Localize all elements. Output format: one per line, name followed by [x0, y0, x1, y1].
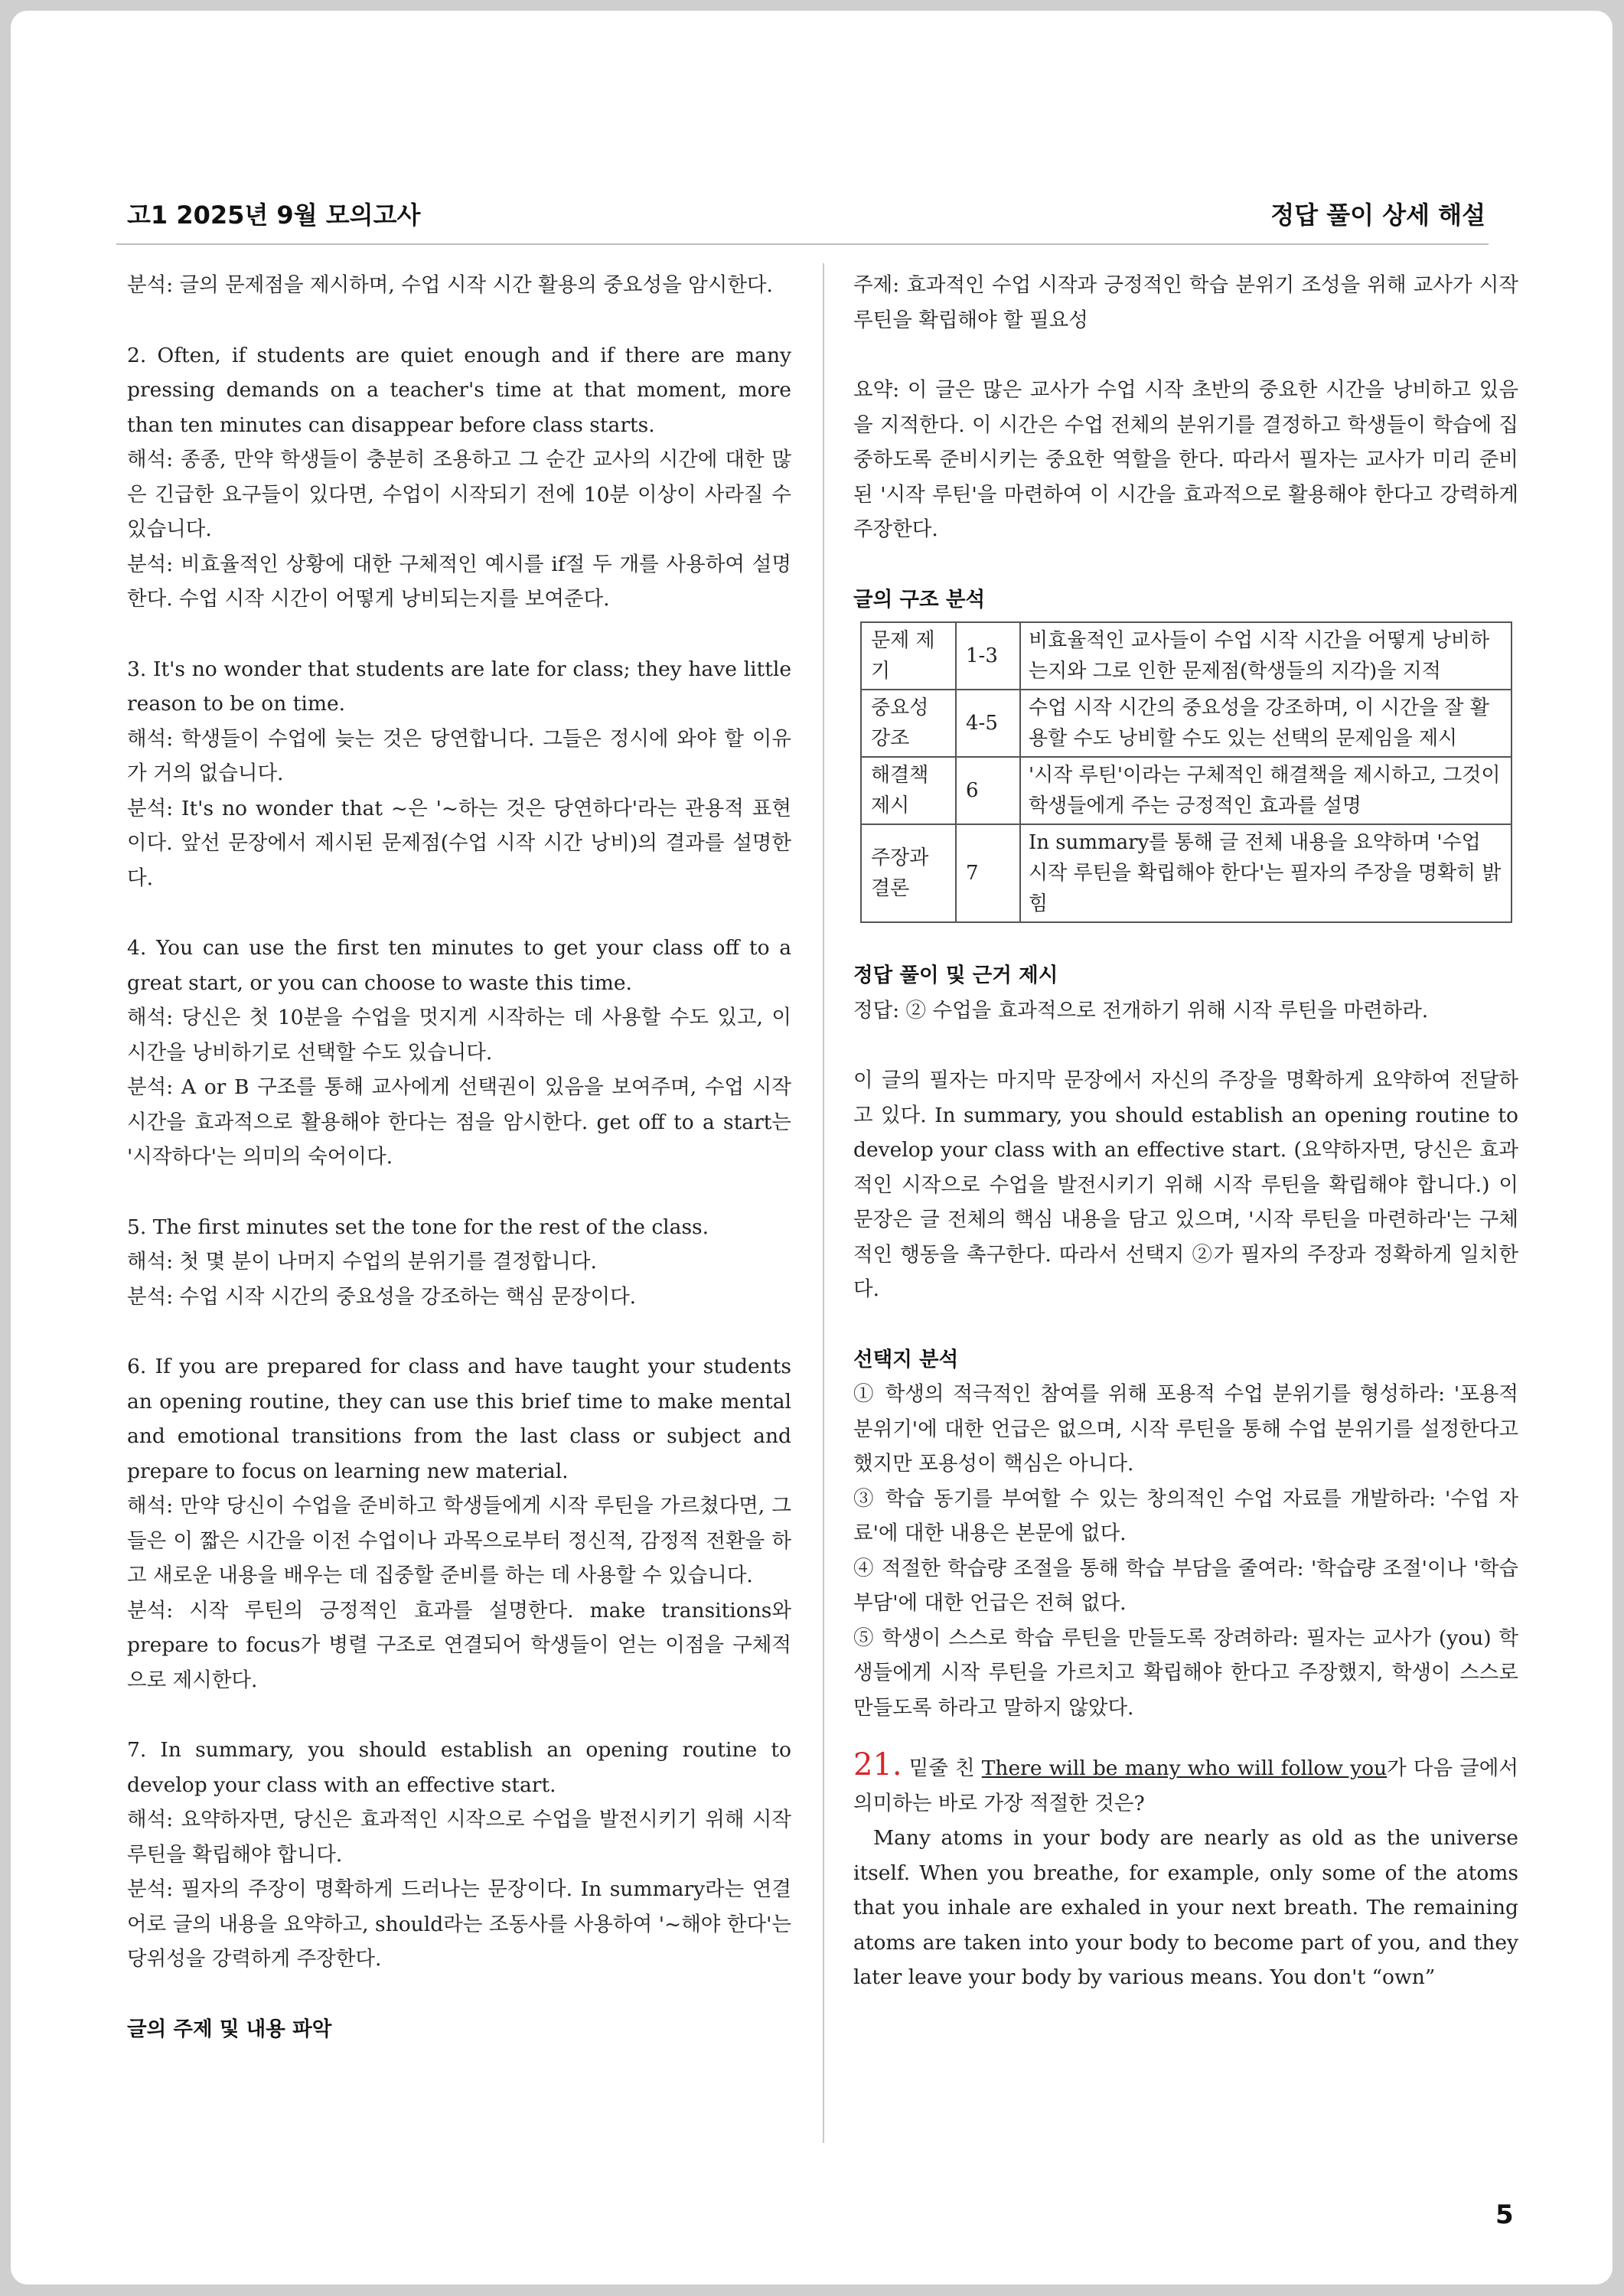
table-cell-desc: 비효율적인 교사들이 수업 시작 시간을 어떻게 낭비하는지와 그로 인한 문제점(학생들의 지각)을 지적 [1020, 622, 1511, 690]
choice-analysis: ⑤ 학생이 스스로 학습 루틴을 만들도록 장려하라: 필자는 교사가 (you) 학생들에게 시작 루틴을 가르치고 확립해야 한다고 주장했지, 학생이 스스로 만들도록 하라고 말하지 않았다. [853, 1626, 1518, 1720]
table-cell-range: 6 [956, 757, 1020, 824]
sentence-translation: 해석: 당신은 첫 10분을 수업을 멋지게 시작하는 데 사용할 수도 있고, 이 시간을 낭비하기로 선택할 수도 있습니다. [127, 1006, 791, 1065]
section-heading: 글의 주제 및 내용 파악 [127, 2017, 332, 2041]
table-row [861, 622, 1511, 690]
document-page [11, 11, 1613, 2285]
section-heading: 선택지 분석 [853, 1347, 959, 1371]
answer-explanation: 이 글의 필자는 마지막 문장에서 자신의 주장을 명확하게 요약하여 전달하고 있다. In summary, you should establish an opening routine to develop your class with an effective start. (요약하자면, 당신은 효과적인 시작으로 수업을 발전시키기 위해 시작 루틴을 확립해야 합니다.) 이 문장은 글 전체의 핵심 내용을 담고 있으며, '시작 루틴을 마련하라'는 구체적인 행동을 촉구한다. 따라서 선택지 ②가 필자의 주장과 정확하게 일치한다. [853, 1068, 1518, 1301]
table-cell-desc: In summary를 통해 글 전체 내용을 요약하며 '수업 시작 루틴을 확립해야 한다'는 필자의 주장을 명확히 밝힘 [1020, 824, 1511, 922]
analysis-text: 분석: A or B 구조를 통해 교사에게 선택권이 있음을 보여주며, 수업 시작 시간을 효과적으로 활용해야 한다는 점을 암시한다. get off to a start는 '시작하다'는 의미의 숙어이다. [127, 1075, 791, 1169]
sentence-english: 3. It's no wonder that students are late for class; they have little reason to be on time. [127, 657, 791, 716]
exam-title: 고1 2025년 9월 모의고사 [127, 201, 421, 230]
analysis-text: 분석: 필자의 주장이 명확하게 드러나는 문장이다. In summary라는 연결어로 글의 내용을 요약하고, should라는 조동사를 사용하여 '~해야 한다'는 당위성을 강력하게 주장한다. [127, 1877, 791, 1971]
choice-analysis: ① 학생의 적극적인 참여를 위해 포용적 수업 분위기를 형성하라: '포용적 분위기'에 대한 언급은 없으며, 시작 루틴을 통해 수업 분위기를 설정한다고 했지만 포용성이 핵심은 아니다. [853, 1382, 1518, 1476]
structure-table [860, 621, 1512, 923]
right-column [853, 268, 1518, 1995]
table-cell-range: 7 [956, 824, 1020, 922]
sentence-translation: 해석: 요약하자면, 당신은 효과적인 시작으로 수업을 발전시키기 위해 시작 루틴을 확립해야 합니다. [127, 1808, 791, 1867]
analysis-text: 분석: 수업 시작 시간의 중요성을 강조하는 핵심 문장이다. [127, 1284, 637, 1309]
table-row [861, 824, 1511, 922]
table-row [861, 757, 1511, 824]
table-cell-range: 1-3 [956, 622, 1020, 690]
question-number: 21. [853, 1747, 902, 1782]
sentence-english: 6. If you are prepared for class and have taught your students an opening routine, they can use this brief time to make mental and emotional transitions from the last class or subject and prepare to focus on learning new material. [127, 1355, 791, 1483]
sentence-english: 5. The first minutes set the tone for the rest of the class. [127, 1215, 709, 1239]
topic-text: 주제: 효과적인 수업 시작과 긍정적인 학습 분위기 조성을 위해 교사가 시작 루틴을 확립해야 할 필요성 [853, 273, 1518, 332]
sentence-translation: 해석: 학생들이 수업에 늦는 것은 당연합니다. 그들은 정시에 와야 할 이유가 거의 없습니다. [127, 726, 791, 785]
table-cell-desc: '시작 루틴'이라는 구체적인 해결책을 제시하고, 그것이 학생들에게 주는 긍정적인 효과를 설명 [1020, 757, 1511, 824]
analysis-text: 분석: 비효율적인 상황에 대한 구체적인 예시를 if절 두 개를 사용하여 설명한다. 수업 시작 시간이 어떻게 낭비되는지를 보여준다. [127, 552, 791, 611]
analysis-text: 분석: It's no wonder that ~은 '~하는 것은 당연하다'라는 관용적 표현이다. 앞선 문장에서 제시된 문제점(수업 시작 시간 낭비)의 결과를 설명한다. [127, 796, 791, 890]
answer-text: 정답: ② 수업을 효과적으로 전개하기 위해 시작 루틴을 마련하라. [853, 998, 1429, 1022]
analysis-text: 분석: 글의 문제점을 제시하며, 수업 시작 시간 활용의 중요성을 암시한다. [127, 273, 773, 297]
question-text-pre: 밑줄 친 [908, 1756, 982, 1780]
question-passage: Many atoms in your body are nearly as old as the universe itself. When you breathe, for example, only some of the atoms that you inhale are exhaled in your next breath. The remaining atoms are taken into your body to become part of you, and they later leave your body by various means. You don't “own” [853, 1826, 1518, 1989]
underlined-phrase: There will be many who will follow you [981, 1756, 1388, 1780]
table-cell-label: 해결책 제시 [861, 757, 956, 824]
sentence-translation: 해석: 첫 몇 분이 나머지 수업의 분위기를 결정합니다. [127, 1250, 597, 1274]
question-prompt [853, 1748, 1518, 1821]
table-cell-label: 중요성 강조 [861, 690, 956, 757]
summary-text: 요약: 이 글은 많은 교사가 수업 시작 초반의 중요한 시간을 낭비하고 있음을 지적한다. 이 시간은 수업 전체의 분위기를 결정하고 학생들이 학습에 집중하도록 준비시키는 중요한 역할을 한다. 따라서 필자는 교사가 미리 준비된 '시작 루틴'을 마련하여 이 시간을 효과적으로 활용해야 한다고 강력하게 주장한다. [853, 378, 1518, 541]
sentence-english: 2. Often, if students are quiet enough and if there are many pressing demands on a teacher's time at that moment, more than ten minutes can disappear before class starts. [127, 343, 791, 437]
choice-analysis: ④ 적절한 학습량 조절을 통해 학습 부담을 줄여라: '학습량 조절'이나 '학습 부담'에 대한 언급은 전혀 없다. [853, 1556, 1518, 1615]
question-text-post: 가 다음 글에서 의미하는 바로 가장 적절한 것은? [853, 1756, 1518, 1815]
sentence-english: 4. You can use the first ten minutes to get your class off to a great start, or you can choose to waste this time. [127, 936, 791, 995]
sentence-translation: 해석: 종종, 만약 학생들이 충분히 조용하고 그 순간 교사의 시간에 대한 많은 긴급한 요구들이 있다면, 수업이 시작되기 전에 10분 이상이 사라질 수 있습니다. [127, 448, 791, 541]
left-column [127, 268, 791, 2047]
choice-analysis: ③ 학습 동기를 부여할 수 있는 창의적인 수업 자료를 개발하라: '수업 자료'에 대한 내용은 본문에 없다. [853, 1486, 1518, 1545]
sentence-english: 7. In summary, you should establish an opening routine to develop your class with an effective start. [127, 1738, 791, 1797]
column-divider [823, 263, 824, 2143]
table-cell-range: 4-5 [956, 690, 1020, 757]
table-row [861, 690, 1511, 757]
sentence-translation: 해석: 만약 당신이 수업을 준비하고 학생들에게 시작 루틴을 가르쳤다면, 그들은 이 짧은 시간을 이전 수업이나 과목으로부터 정신적, 감정적 전환을 하고 새로운 내용을 배우는 데 집중할 준비를 하는 데 사용할 수 있습니다. [127, 1494, 791, 1587]
table-cell-label: 주장과 결론 [861, 824, 956, 922]
table-cell-label: 문제 제기 [861, 622, 956, 690]
page-number: 5 [1495, 2200, 1514, 2230]
section-label: 정답 풀이 상세 해설 [1270, 201, 1485, 230]
page-header [116, 193, 1489, 245]
section-heading: 글의 구조 분석 [853, 587, 986, 612]
table-cell-desc: 수업 시작 시간의 중요성을 강조하며, 이 시간을 잘 활용할 수도 낭비할 수도 있는 선택의 문제임을 제시 [1020, 690, 1511, 757]
analysis-text: 분석: 시작 루틴의 긍정적인 효과를 설명한다. make transitions와 prepare to focus가 병렬 구조로 연결되어 학생들이 얻는 이점을 구체적으로 제시한다. [127, 1598, 791, 1692]
section-heading: 정답 풀이 및 근거 제시 [853, 964, 1058, 987]
